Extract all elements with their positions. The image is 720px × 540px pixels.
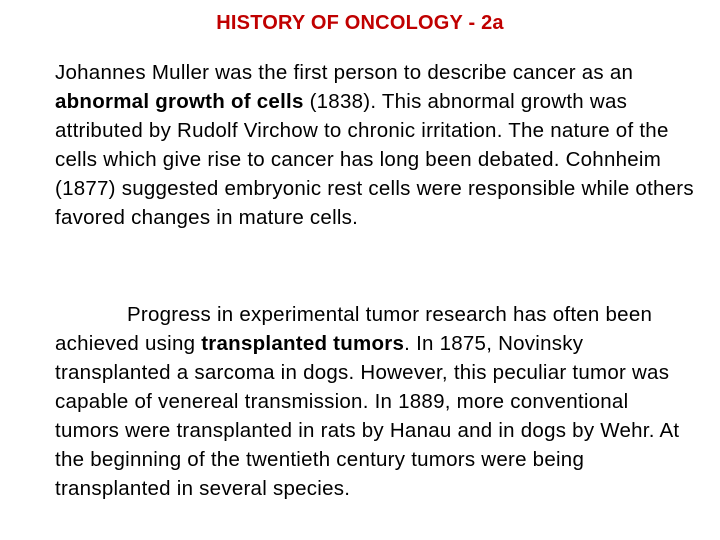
paragraph1-emphasis: abnormal growth of cells — [55, 90, 304, 113]
paragraph-muller-virchow — [55, 58, 695, 232]
paragraph2-emphasis: transplanted tumors — [201, 332, 405, 355]
paragraph1-text-start: Johannes Muller was the first person to describe cancer as an — [55, 61, 634, 84]
paragraph2-text-end: . In 1875, Novinsky transplanted a sarcoma in dogs. However, this peculiar tumor was capable of venereal transmission. In 1889, more conventional tumors were transplanted in rats by Hanau and in dogs by Wehr. At the beginning of the twentieth century tumors were being transplanted in several species. — [55, 332, 680, 500]
slide-title: HISTORY OF ONCOLOGY - 2a — [216, 12, 504, 34]
paragraph2-text-start: Progress in experimental tumor research has often been achieved using — [55, 303, 653, 355]
paragraph-transplanted-tumors — [55, 300, 695, 503]
paragraph1-text-end: (1838). This abnormal growth was attributed by Rudolf Virchow to chronic irritation. The nature of the cells which give rise to cancer has long been debated. Cohnheim (1877) suggested embryonic rest cells were responsible while others favored changes in mature cells. — [55, 90, 694, 229]
